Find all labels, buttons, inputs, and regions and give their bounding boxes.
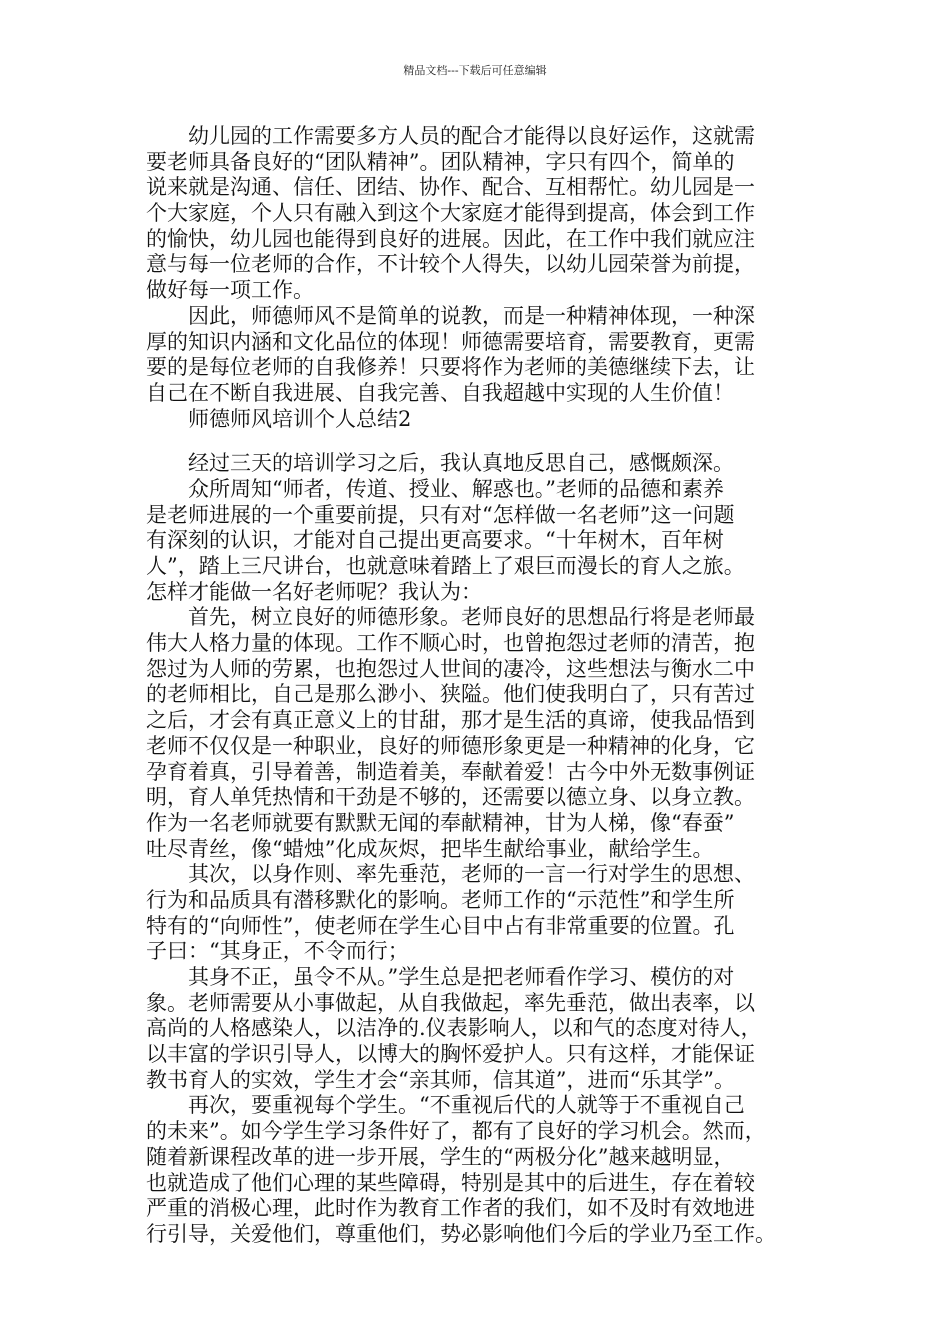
text-line: 子曰：“其身正，不令而行；: [146, 939, 409, 964]
text-line: 怎样才能做一名好老师呢？我认为：: [146, 579, 482, 604]
text-line: 的老师相比，自己是那么渺小、狭隘。他们使我明白了，只有苦过: [146, 682, 755, 707]
text-line: 老师不仅仅是一种职业，良好的师德形象更是一种精神的化身，它: [146, 733, 755, 758]
text-line: 幼儿园的工作需要多方人员的配合才能得以良好运作，这就需: [146, 124, 755, 148]
text-line: 教书育人的实效，学生才会“亲其师，信其道”，进而“乐其学”。: [146, 1067, 735, 1092]
text-line: 要的是每位老师的自我修养！只要将作为老师的美德继续下去，让: [146, 355, 755, 380]
text-line: 说来就是沟通、信任、团结、协作、配合、互相帮忙。幼儿园是一: [146, 175, 755, 200]
text-line: 自己在不断自我进展、自我完善、自我超越中实现的人生价值！: [146, 380, 734, 405]
text-line: 也就造成了他们心理的某些障碍，特别是其中的后进生，存在着较: [146, 1170, 755, 1195]
text-line: 行引导，关爱他们，尊重他们，势必影响他们今后的学业乃至工作。: [146, 1221, 776, 1246]
text-line: 孕育着真，引导着善，制造着美，奉献着爱！古今中外无数事例证: [146, 759, 755, 784]
text-line: 随着新课程改革的进一步开展，学生的“两极分化”越来越明显，: [146, 1144, 735, 1169]
text-line: 再次，要重视每个学生。“不重视后代的人就等于不重视自己: [146, 1093, 745, 1118]
page-header: 精品文档---下载后可任意编辑: [403, 64, 547, 77]
text-line: 首先，树立良好的师德形象。老师良好的思想品行将是老师最: [146, 605, 755, 630]
text-line: 做好每一项工作。: [146, 278, 314, 303]
text-line: 高尚的人格感染人，以洁净的.仪表影响人，以和气的态度对待人，: [146, 1016, 762, 1041]
section-title: 师德师风培训个人总结2: [146, 406, 412, 431]
text-line: 人”，踏上三尺讲台，也就意味着踏上了艰巨而漫长的育人之旅。: [146, 554, 745, 578]
text-line: 其次，以身作则、率先垂范，老师的一言一行对学生的思想、: [146, 862, 755, 887]
text-line: 是老师进展的一个重要前提，只有对“怎样做一名老师”这一问题: [146, 502, 735, 527]
text-line: 因此，师德师风不是简单的说教，而是一种精神体现，一种深: [146, 303, 755, 328]
text-line: 的愉快，幼儿园也能得到良好的进展。因此，在工作中我们就应注: [146, 226, 755, 251]
text-line: 经过三天的培训学习之后，我认真地反思自己，感慨颇深。: [146, 451, 734, 476]
text-line: 厚的知识内涵和文化品位的体现！师德需要培育，需要教育，更需: [146, 329, 755, 354]
document-body: [146, 124, 830, 1248]
text-line: 以丰富的学识引导人，以博大的胸怀爱护人。只有这样，才能保证: [146, 1042, 755, 1067]
text-line: 众所周知“师者，传道、授业、解惑也。”老师的品德和素养: [146, 476, 724, 501]
blank-line: [146, 432, 830, 451]
text-line: 严重的消极心理，此时作为教育工作者的我们，如不及时有效地进: [146, 1196, 755, 1221]
text-line: 怨过为人师的劳累，也抱怨过人世间的凄冷，这些想法与衡水二中: [146, 656, 755, 681]
text-line: 象。老师需要从小事做起，从自我做起，率先垂范，做出表率，以: [146, 990, 755, 1015]
text-line: 有深刻的认识，才能对自己提出更高要求。“十年树木，百年树: [146, 528, 724, 553]
text-line: 要老师具备良好的“团队精神”。团队精神，字只有四个，简单的: [146, 149, 735, 174]
text-line: 吐尽青丝，像“蜡烛”化成灰烬，把毕生献给事业，献给学生。: [146, 836, 714, 861]
text-line: 行为和品质具有潜移默化的影响。老师工作的“示范性”和学生所: [146, 887, 735, 912]
text-line: 的未来”。如今学生学习条件好了，都有了良好的学习机会。然而，: [146, 1119, 766, 1144]
text-line: 意与每一位老师的合作，不计较个人得失，以幼儿园荣誉为前提，: [146, 252, 755, 277]
text-line: 作为一名老师就要有默默无闻的奉献精神，甘为人梯，像“春蚕”: [146, 810, 735, 835]
text-line: 个大家庭，个人只有融入到这个大家庭才能得到提高，体会到工作: [146, 201, 755, 226]
text-line: 其身不正，虽令不从。”学生总是把老师看作学习、模仿的对: [146, 965, 735, 989]
text-line: 伟大人格力量的体现。工作不顺心时，也曾抱怨过老师的清苦，抱: [146, 631, 755, 656]
text-line: 特有的“向师性”，使老师在学生心目中占有非常重要的位置。孔: [146, 913, 735, 938]
text-line: 明，育人单凭热情和干劲是不够的，还需要以德立身、以身立教。: [146, 785, 755, 810]
text-line: 之后，才会有真正意义上的甘甜，那才是生活的真谛，使我品悟到: [146, 708, 755, 733]
